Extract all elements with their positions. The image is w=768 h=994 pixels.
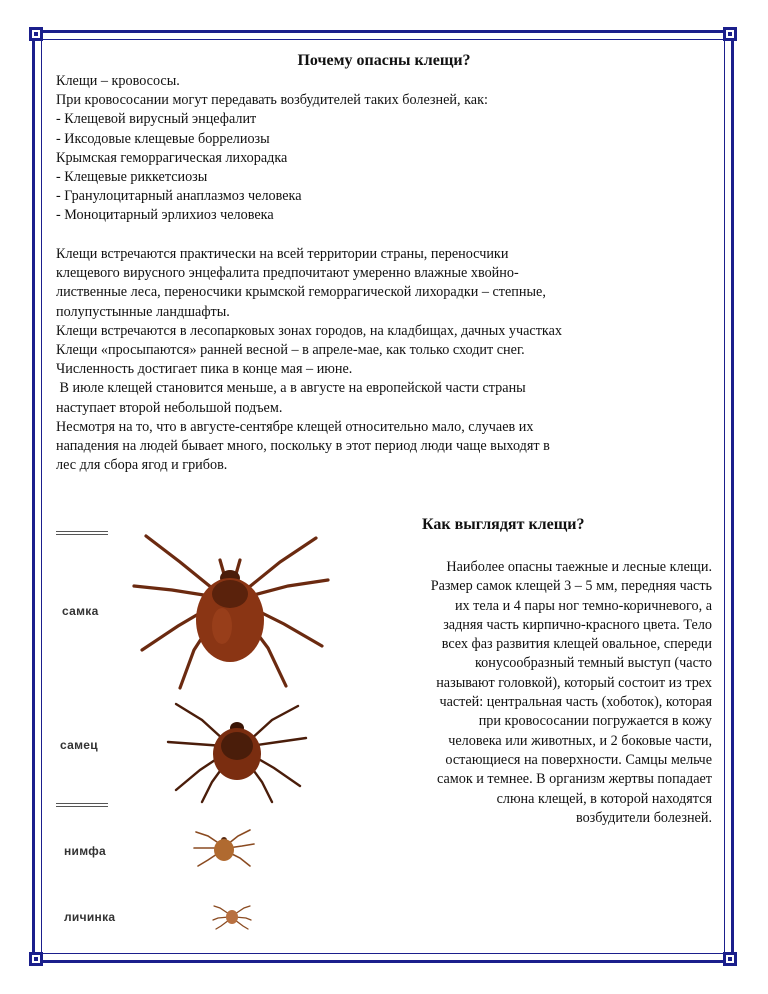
appearance-line: остающиеся на поверхности. Самцы мельче <box>445 751 712 768</box>
habitat-line: лес для сбора ягод и грибов. <box>56 457 228 474</box>
female-tick-image <box>120 528 340 696</box>
appearance-line: задняя часть кирпично-красного цвета. Тело <box>443 616 712 633</box>
intro-line: Клещи – кровососы. <box>56 73 180 89</box>
corner-ornament <box>29 27 43 41</box>
scale-mark-bottom <box>56 803 108 807</box>
habitat-line: Клещи встречаются практически на всей территории страны, переносчики <box>56 246 509 262</box>
heading-why-dangerous: Почему опасны клещи? <box>297 52 471 69</box>
habitat-line: Клещи «просыпаются» ранней весной – в апреле-мае, как только сходит снег. <box>56 342 525 359</box>
label-female: самка <box>62 604 99 618</box>
habitat-line: Численность достигает пика в конце мая – июне. <box>56 361 353 378</box>
habitat-line: клещевого вирусного энцефалита предпочитают умеренно влажные хвойно- <box>56 265 519 282</box>
habitat-line: полупустынные ландшафты. <box>56 303 230 320</box>
label-male: самец <box>60 738 98 752</box>
intro-line: При кровососании могут передавать возбудителей таких болезней, как: <box>56 92 488 109</box>
intro-line: - Гранулоцитарный анаплазмоз человека <box>56 188 302 205</box>
appearance-text-block <box>340 558 712 828</box>
habitat-line: Клещи встречаются в лесопарковых зонах городов, на кладбищах, дачных участках <box>56 322 562 339</box>
habitat-line: В июле клещей становится меньше, а в августе на европейской части страны <box>56 380 526 397</box>
habitat-line: нападения на людей бывает много, поскольку в этот период люди чаще выходят в <box>56 438 550 455</box>
heading-how-ticks-look: Как выглядят клещи? <box>422 516 585 533</box>
label-nymph: нимфа <box>64 844 107 858</box>
appearance-line: частей: центральная часть (хоботок), которая <box>439 694 712 711</box>
appearance-line: Наиболее опасны таежные и лесные клещи. <box>446 559 712 575</box>
intro-line: - Моноцитарный эрлихиоз человека <box>56 207 274 224</box>
habitat-line: Несмотря на то, что в августе-сентябре клещей относительно мало, случаев их <box>56 418 534 435</box>
nymph-tick-image <box>192 826 256 870</box>
habitat-text-block <box>56 245 721 475</box>
label-larva: личинка <box>64 910 116 924</box>
habitat-line: лиственные леса, переносчики крымской геморрагической лихорадки – степные, <box>56 284 546 301</box>
intro-line: - Клещевой вирусный энцефалит <box>56 111 257 128</box>
appearance-line: конусообразный темный выступ (часто <box>475 655 712 672</box>
appearance-line: при кровососании погружается в кожу <box>478 713 712 730</box>
appearance-line: их тела и 4 пары ног темно-коричневого, а <box>454 597 712 614</box>
appearance-line: возбудители болезней. <box>575 809 712 826</box>
scale-mark-top <box>56 531 108 535</box>
appearance-line: самок и темнее. В организм жертвы попадает <box>437 771 712 788</box>
male-tick-image <box>162 698 312 804</box>
larva-tick-image <box>212 902 252 930</box>
appearance-line: всех фаз развития клещей овальное, спереди <box>441 636 712 653</box>
appearance-line: слюна клещей, в которой находятся <box>496 790 712 807</box>
intro-line: - Иксодовые клещевые боррелиозы <box>56 130 270 147</box>
appearance-line: называют головкой), который состоит из трех <box>436 674 712 691</box>
corner-ornament <box>723 952 737 966</box>
appearance-line: человека или животных, и 2 боковые части, <box>448 732 712 749</box>
intro-line: Крымская геморрагическая лихорадка <box>56 149 288 166</box>
corner-ornament <box>29 952 43 966</box>
corner-ornament <box>723 27 737 41</box>
habitat-line: наступает второй небольшой подъем. <box>56 399 283 416</box>
intro-line: - Клещевые риккетсиозы <box>56 169 208 186</box>
intro-text-block <box>56 72 716 226</box>
appearance-line: Размер самок клещей 3 – 5 мм, передняя часть <box>430 578 712 595</box>
